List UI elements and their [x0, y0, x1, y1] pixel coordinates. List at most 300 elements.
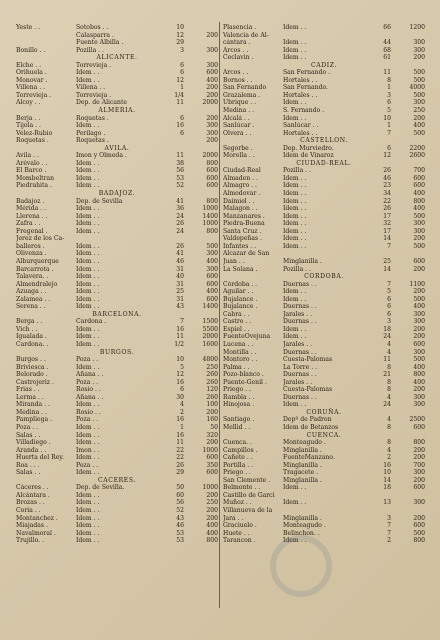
quantity-cell: 350 [206, 461, 218, 469]
destination-cell: Idem . . [76, 122, 100, 130]
table-row [16, 386, 218, 394]
distance-cell: 25 [383, 257, 391, 265]
distance-cell: 1 [387, 84, 391, 92]
distance-cell: 16 [176, 122, 184, 130]
destination-cell: Idem . . [76, 205, 100, 213]
distance-cell: 24 [176, 212, 184, 220]
distance-cell: 6 [387, 295, 391, 303]
quantity-cell: 400 [413, 205, 425, 213]
table-row [223, 333, 425, 341]
table-row [16, 424, 218, 432]
town-cell: Lerma . . [16, 393, 44, 401]
town-cell: Priego . . [223, 386, 251, 394]
quantity-cell: 300 [413, 227, 425, 235]
town-cell: Bornos . . [223, 76, 253, 84]
quantity-cell: 2600 [409, 152, 425, 160]
table-row [223, 484, 425, 492]
quantity-cell: 1600 [202, 340, 218, 348]
quantity-cell: 250 [206, 499, 218, 507]
town-cell: Arévalo . . [16, 159, 48, 167]
quantity-cell: 500 [413, 242, 425, 250]
distance-cell: 5 [387, 107, 391, 115]
distance-cell: 2 [387, 537, 391, 545]
destination-cell: Monteagudo . [283, 522, 326, 530]
quantity-cell: 400 [413, 363, 425, 371]
destination-cell: Idem . . [283, 174, 307, 182]
town-cell: Brozas . . [16, 499, 45, 507]
table-row [223, 311, 425, 319]
destination-cell: Idem . . [76, 423, 100, 431]
quantity-cell: 600 [413, 257, 425, 265]
town-cell: Torrevieja . [16, 91, 52, 99]
town-cell: Ceclavin . [223, 54, 254, 62]
distance-cell: 6 [180, 386, 184, 394]
table-row [223, 281, 425, 289]
table-row [223, 454, 425, 462]
table-row [223, 145, 425, 153]
town-cell: La Solana . [223, 265, 258, 273]
town-cell: Villena . . [16, 84, 46, 92]
quantity-cell: 600 [413, 522, 425, 530]
quantity-cell: 2500 [409, 416, 425, 424]
town-cell: Burgos . . [16, 356, 46, 364]
town-cell: Lucena . . [223, 340, 254, 348]
destination-cell: Idem . . [283, 242, 307, 250]
distance-cell: 4 [387, 393, 391, 401]
quantity-cell: 200 [206, 439, 218, 447]
quantity-cell: 1000 [202, 220, 218, 228]
town-cell: Aranda . . [16, 446, 47, 454]
distance-cell: 56 [176, 499, 184, 507]
town-cell: Daimiel . . [223, 197, 255, 205]
quantity-cell: 1500 [202, 318, 218, 326]
distance-cell: 6 [387, 99, 391, 107]
town-cell: Tijola . . [16, 122, 41, 130]
quantity-cell: 200 [206, 137, 218, 145]
quantity-cell: 800 [206, 227, 218, 235]
table-row [16, 454, 218, 462]
table-row [16, 326, 218, 334]
quantity-cell: 300 [413, 310, 425, 318]
quantity-cell: 600 [413, 423, 425, 431]
distance-cell: 56 [176, 167, 184, 175]
destination-cell: Dep. de Alicante [76, 99, 128, 107]
destination-cell: Belinchon. . [283, 529, 320, 537]
quantity-cell: 600 [206, 295, 218, 303]
distance-cell: 10 [176, 24, 184, 31]
distance-cell: 12 [176, 76, 184, 84]
distance-cell: 30 [176, 393, 184, 401]
town-cell: Graciuelo . [223, 522, 257, 530]
destination-cell: Sotobos . . [76, 24, 109, 31]
town-cell: Olivenza . [16, 250, 47, 258]
quantity-cell: 200 [206, 84, 218, 92]
destination-cell: Añana . . [76, 371, 104, 379]
table-row [223, 235, 425, 243]
table-row [223, 356, 425, 364]
table-row [223, 152, 425, 160]
table-row [223, 416, 425, 424]
distance-cell: 21 [383, 371, 391, 379]
destination-cell: Hortales . . [283, 129, 318, 137]
destination-cell: Idem . . [283, 99, 307, 107]
quantity-cell: 300 [413, 46, 425, 54]
table-row [16, 522, 218, 530]
quantity-cell: 800 [413, 439, 425, 447]
quantity-cell: 5500 [202, 325, 218, 333]
town-cell: Briviesca . [16, 363, 49, 371]
quantity-cell: 500 [413, 129, 425, 137]
town-cell: Alcalá . . [223, 114, 250, 122]
quantity-cell: 700 [413, 461, 425, 469]
distance-cell: 4 [387, 340, 391, 348]
destination-cell: Idem . . [283, 54, 307, 62]
quantity-cell: 500 [413, 295, 425, 303]
destination-cell: San Fernando. [283, 84, 328, 92]
destination-cell: La Torre . . [283, 363, 318, 371]
quantity-cell: 1000 [202, 484, 218, 492]
quantity-cell: 200 [206, 31, 218, 39]
table-row [223, 243, 425, 251]
quantity-cell: 300 [206, 61, 218, 69]
distance-cell: 7 [387, 280, 391, 288]
town-cell: Vich . . [16, 325, 38, 333]
destination-cell: Idem . . [283, 537, 307, 545]
town-cell: San Fernando [223, 84, 267, 92]
destination-cell: Minglanilla . [283, 257, 322, 265]
distance-cell: 3 [387, 514, 391, 522]
quantity-cell: 1000 [202, 205, 218, 213]
distance-cell: 11 [383, 356, 391, 364]
town-cell: Morella . . [223, 152, 255, 160]
town-cell: Pozo-blanco . [223, 371, 264, 379]
quantity-cell: 600 [413, 340, 425, 348]
table-row [16, 24, 218, 32]
town-cell: San Clemente . [223, 476, 271, 484]
table-row [223, 190, 425, 198]
quantity-cell: 400 [413, 190, 425, 198]
distance-cell: 61 [383, 54, 391, 62]
distance-cell: 14 [383, 265, 391, 273]
quantity-cell: 600 [206, 174, 218, 182]
section-header: CORUÑA. [306, 408, 342, 416]
destination-cell: Idem . . [283, 401, 307, 409]
town-cell: Mombeltran [16, 174, 55, 182]
destination-cell: Idem . . [76, 325, 100, 333]
destination-cell: Duernas . . [283, 318, 317, 326]
destination-cell: San Fernando . [283, 69, 331, 77]
distance-cell: 46 [176, 522, 184, 530]
destination-cell: Idem . . [76, 499, 100, 507]
table-row [223, 69, 425, 77]
quantity-cell: 200 [413, 333, 425, 341]
distance-cell: 26 [383, 167, 391, 175]
quantity-cell: 400 [206, 529, 218, 537]
table-row [16, 235, 218, 243]
table-row [16, 371, 218, 379]
quantity-cell: 200 [206, 91, 218, 99]
table-row [223, 92, 425, 100]
destination-cell: Idem . . [76, 220, 100, 228]
table-row [16, 296, 218, 304]
destination-cell: Idem . . [283, 295, 307, 303]
table-row [16, 303, 218, 311]
destination-cell: Poza . . [76, 356, 99, 364]
table-row [223, 515, 425, 523]
distance-cell: 18 [383, 484, 391, 492]
quantity-cell: 2000 [202, 333, 218, 341]
destination-cell: Pozilla . . [76, 46, 104, 54]
distance-cell: 6 [387, 310, 391, 318]
quantity-cell: 200 [413, 514, 425, 522]
quantity-cell: 600 [206, 454, 218, 462]
distance-cell: 17 [383, 212, 391, 220]
section-header: CIUDAD-REAL. [296, 159, 352, 167]
destination-cell: Roquetas . [76, 114, 109, 122]
quantity-cell: 1100 [409, 280, 425, 288]
table-row [223, 296, 425, 304]
table-row [16, 507, 218, 515]
table-row [223, 341, 425, 349]
distance-cell: 52 [176, 182, 184, 190]
town-cell: Almagro . . [223, 182, 257, 190]
town-cell: Medina . . [223, 107, 255, 115]
table-row [223, 32, 425, 40]
table-row [223, 499, 425, 507]
town-cell: Santiago . [223, 416, 255, 424]
quantity-cell: 1200 [409, 24, 425, 31]
town-cell: Montanchez . [16, 514, 58, 522]
distance-cell: 7 [180, 318, 184, 326]
quantity-cell: 500 [413, 212, 425, 220]
distance-cell: 18 [383, 325, 391, 333]
distance-cell: 4 [387, 348, 391, 356]
section-header: CUENCA. [306, 431, 342, 439]
destination-cell: Cuesta-Palomas [283, 386, 333, 394]
destination-cell: Hortales . . [283, 76, 318, 84]
distance-cell: 11 [176, 99, 184, 107]
table-row [223, 220, 425, 228]
table-row [223, 84, 425, 92]
distance-cell: 2 [387, 454, 391, 462]
town-cell: Montoro . . [223, 356, 258, 364]
table-row [223, 250, 425, 258]
table-row [223, 424, 425, 432]
quantity-cell: 400 [206, 522, 218, 530]
destination-cell: Torrevieja . [76, 61, 112, 69]
table-row [16, 333, 218, 341]
town-cell: Infantes . . [223, 242, 257, 250]
town-cell: Valdepeñas . [223, 235, 262, 243]
town-cell: Talavera. . [16, 273, 49, 281]
table-row [16, 288, 218, 296]
town-cell: Avila . . [16, 152, 39, 160]
table-row [223, 326, 425, 334]
table-row [16, 182, 218, 190]
quantity-cell: 300 [206, 129, 218, 137]
destination-cell: Idem . . [76, 507, 100, 514]
distance-cell: 6 [387, 144, 391, 152]
distance-cell: 12 [176, 371, 184, 379]
quantity-cell: 400 [206, 288, 218, 296]
distance-cell: 6 [387, 303, 391, 311]
table-row [16, 356, 218, 364]
table-row [16, 198, 218, 206]
town-cell: Berga . . [16, 318, 43, 326]
table-row [16, 175, 218, 183]
town-cell: Córdoba . . [223, 280, 258, 288]
section-header: ALICANTE. [96, 54, 138, 62]
table-row [16, 115, 218, 123]
destination-cell: Idem . . [76, 167, 100, 175]
town-cell: Muñoz . . [223, 499, 252, 507]
town-cell: Alcoy . . [16, 99, 41, 107]
distance-cell: 5 [180, 363, 184, 371]
destination-cell: Idem . . [76, 340, 100, 348]
destination-cell: Dep. de Sevilla. [76, 484, 125, 492]
destination-cell: Pozilla . . [283, 265, 311, 273]
destination-cell: Dep. Murviedro. [283, 144, 334, 152]
town-cell: Fregenal . [16, 227, 48, 235]
table-row [16, 266, 218, 274]
distance-cell: 31 [176, 295, 184, 303]
distance-cell: 26 [383, 205, 391, 213]
quantity-cell: 250 [206, 363, 218, 371]
town-cell: Bujalance . [223, 295, 258, 303]
quantity-cell: 2200 [409, 144, 425, 152]
destination-cell: Poza . . [76, 461, 99, 469]
quantity-cell: 200 [413, 476, 425, 484]
table-row [16, 84, 218, 92]
town-cell: Barcarrota . [16, 265, 54, 273]
destination-cell: Idem . . [283, 205, 307, 213]
destination-cell: Roquetas . [76, 137, 109, 145]
table-row [223, 507, 425, 515]
distance-cell: 7 [387, 242, 391, 250]
quantity-cell: 600 [206, 182, 218, 190]
town-cell: El Barco . [16, 167, 47, 175]
destination-cell: Idem . . [76, 227, 100, 235]
table-row [223, 24, 425, 32]
destination-cell: Idem . . [283, 182, 307, 190]
distance-cell: 34 [383, 190, 391, 198]
town-cell: Berja . . [16, 114, 41, 122]
distance-cell: 66 [383, 24, 391, 31]
destination-cell: Rosio . . [76, 386, 101, 394]
quantity-cell: 400 [413, 122, 425, 130]
distance-cell: 4 [387, 446, 391, 454]
quantity-cell: 700 [413, 167, 425, 175]
quantity-cell: 600 [206, 469, 218, 477]
destination-cell: Idem . . [283, 288, 307, 296]
quantity-cell: 300 [413, 401, 425, 409]
table-row [223, 77, 425, 85]
town-cell: Priego . . [223, 469, 251, 477]
table-row [16, 537, 218, 545]
town-cell: Piedra-Buena [223, 220, 265, 228]
destination-cell: Poza . . [76, 416, 99, 424]
distance-cell: 29 [176, 39, 184, 47]
section-header: CORDOBA. [304, 273, 344, 281]
destination-cell: Perilago . [76, 129, 106, 137]
destination-cell: Idem . . [283, 46, 307, 54]
town-cell: Almodovar . [223, 190, 261, 198]
table-row [16, 220, 218, 228]
destination-cell: Idem . . [76, 514, 100, 522]
town-cell: Piedrahita . [16, 182, 52, 190]
destination-cell: Fuente Albilla . [76, 39, 124, 47]
quantity-cell: 500 [413, 356, 425, 364]
table-row [16, 439, 218, 447]
town-cell: Almaden . . [223, 174, 258, 182]
watermark-seal-icon [270, 535, 332, 597]
quantity-cell: 400 [206, 76, 218, 84]
quantity-cell: 500 [413, 91, 425, 99]
town-cell: Pampliega . [16, 416, 53, 424]
quantity-cell: 2000 [202, 152, 218, 160]
section-header: AVILA. [104, 144, 130, 152]
quantity-cell: 800 [413, 537, 425, 545]
table-row [16, 99, 218, 107]
library-watermark [255, 535, 375, 630]
town-cell: Cabra . . [223, 310, 250, 318]
destination-cell: Idem . . [76, 76, 100, 84]
destination-cell: Idem . . [283, 190, 307, 198]
table-row [223, 115, 425, 123]
table-row [16, 205, 218, 213]
town-cell: Miranda . . [16, 401, 50, 409]
table-row [16, 160, 218, 168]
destination-cell: Pozilla . . [283, 167, 311, 175]
destination-cell: FuenteManzano. [283, 454, 335, 462]
destination-cell: Idem . . [283, 333, 307, 341]
distance-cell: 1/4 [174, 91, 184, 99]
town-cell: Castro . . [223, 318, 252, 326]
table-row [16, 401, 218, 409]
town-cell: Salas . . [16, 469, 41, 477]
quantity-cell: 300 [413, 499, 425, 507]
town-cell: Huete . . [223, 529, 250, 537]
town-cell: Poza . . [16, 423, 39, 431]
table-row [16, 47, 218, 55]
table-row [223, 213, 425, 221]
town-cell: Ciudad-Real [223, 167, 261, 175]
destination-cell: Torrevieja . [76, 91, 112, 99]
distance-cell: 8 [387, 378, 391, 386]
table-row [16, 469, 218, 477]
town-cell: Medina . . [16, 408, 48, 416]
quantity-cell: 260 [206, 393, 218, 401]
town-cell: Serena . . [16, 303, 46, 311]
quantity-cell: 160 [206, 416, 218, 424]
destination-cell: Idem . . [76, 182, 100, 190]
town-cell: Bujalance . [223, 303, 258, 311]
quantity-cell: 300 [413, 39, 425, 47]
quantity-cell: 800 [206, 537, 218, 545]
distance-cell: 40 [176, 273, 184, 281]
table-row [16, 69, 218, 77]
town-cell: Roquetas . [16, 137, 49, 145]
quantity-cell: 300 [413, 393, 425, 401]
table-row [16, 462, 218, 470]
quantity-cell: 300 [206, 122, 218, 130]
distance-cell: 7 [387, 129, 391, 137]
table-row [223, 303, 425, 311]
quantity-cell: 200 [413, 54, 425, 62]
quantity-cell: 1400 [202, 212, 218, 220]
table-row [223, 522, 425, 530]
table-row [223, 364, 425, 372]
